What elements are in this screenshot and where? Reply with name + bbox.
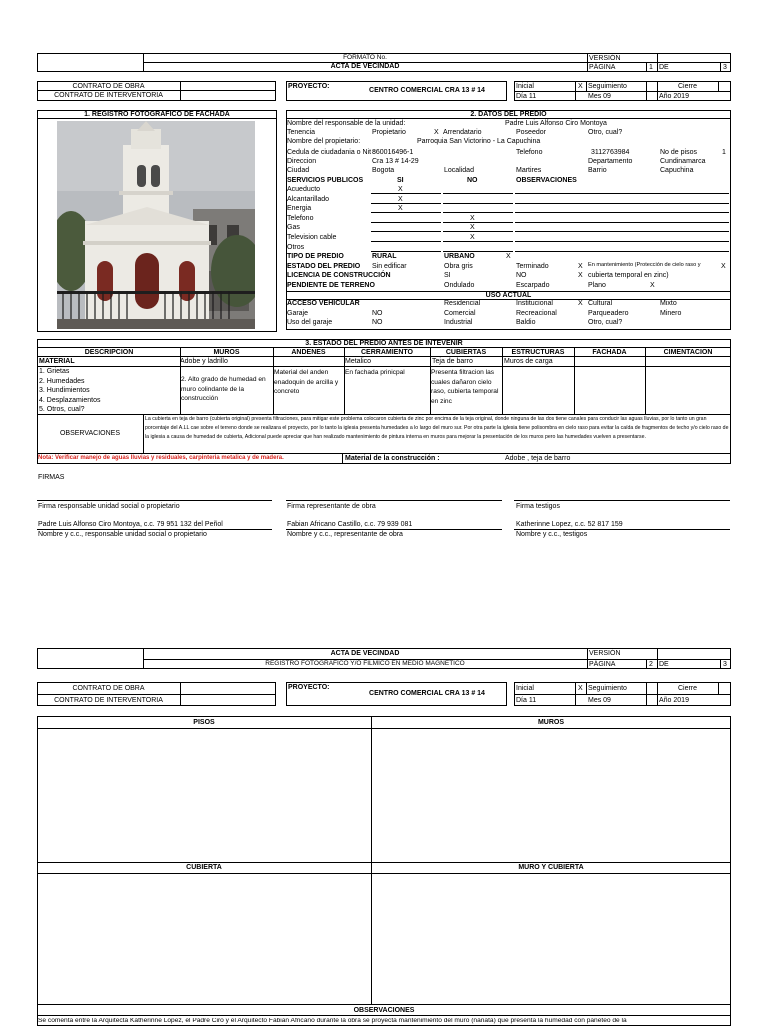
- predio-field: X: [470, 224, 475, 231]
- afectacion-item: 1. Grietas: [39, 368, 70, 375]
- predio-field: Industrial: [444, 319, 473, 326]
- predio-field: X: [398, 186, 403, 193]
- predio-field: Cedula de ciudadania o Nit :: [287, 149, 375, 156]
- predio-field: PENDIENTE DE TERRENO: [287, 282, 375, 289]
- predio-field: Obra gris: [444, 263, 473, 270]
- predio-field: Otro, cual?: [588, 319, 623, 326]
- predio-field: X: [578, 263, 583, 270]
- predio-field: X: [398, 196, 403, 203]
- p2-seguimiento: Seguimiento: [588, 685, 627, 692]
- predio-field: X: [398, 205, 403, 212]
- predio-field: Comercial: [444, 310, 476, 317]
- firma-propietario-label: Firma responsable unidad social o propietario: [38, 503, 180, 510]
- estado-column-header: CERRAMIENTO: [361, 349, 413, 356]
- mes-value: Mes 09: [588, 93, 611, 100]
- predio-field: Terminado: [516, 263, 549, 270]
- predio-field: Martires: [516, 167, 542, 174]
- predio-field: Otro, cual?: [588, 129, 623, 136]
- predio-field: NO: [467, 177, 478, 184]
- representante-role: Nombre y c.c., representante de obra: [287, 531, 403, 538]
- predio-field: Parroquia San Victorino - La Capuchina: [417, 138, 541, 145]
- predio-field: 1: [722, 149, 726, 156]
- predio-field: Plano: [588, 282, 606, 289]
- predio-field: No de pisos: [660, 149, 697, 156]
- predio-field: URBANO: [444, 253, 475, 260]
- predio-field: Institucional: [516, 300, 553, 307]
- predio-field: 3112763984: [591, 149, 630, 156]
- estado-column-header: FACHADA: [592, 349, 627, 356]
- predio-field: Nombre del propietario:: [287, 138, 361, 145]
- p2-de-label: DE: [659, 661, 669, 668]
- estado-column-header: CIMENTACION: [663, 349, 713, 356]
- predio-field: Cultural: [588, 300, 613, 307]
- firma-obra-label: Firma representante de obra: [287, 503, 376, 510]
- predio-field: ACCESO VEHICULAR: [287, 300, 360, 307]
- section-2-title: 2. DATOS DEL PREDIO: [470, 111, 547, 118]
- p2-inicial-mark: X: [578, 685, 583, 692]
- predio-field: LICENCIA DE CONSTRUCCIÓN: [287, 272, 391, 279]
- predio-field: ESTADO DEL PREDIO: [287, 263, 361, 270]
- predio-field: Ondulado: [444, 282, 475, 289]
- predio-field: Gas: [287, 224, 300, 231]
- muros-title: MUROS: [537, 719, 565, 726]
- p2-subtitle: REGISTRO FOTOGRAFICO Y/O FILMICO EN MEDIO MAGNETICO: [265, 660, 465, 667]
- predio-field: 860016496-1: [372, 149, 414, 156]
- document-title: ACTA DE VECINDAD: [330, 63, 400, 70]
- p2-title: ACTA DE VECINDAD: [330, 650, 400, 657]
- predio-field: Baldio: [516, 319, 536, 326]
- predio-field: Otros: [287, 244, 305, 251]
- page-number: 1: [649, 64, 653, 71]
- section-3-title: 3. ESTADO DEL PREDIO ANTES DE INTEVENIR: [305, 340, 463, 347]
- propietario-name: Padre Luis Alfonso Ciro Montoya, c.c. 79 951 132 del Peñol: [38, 521, 223, 528]
- page-label: PÁGINA: [589, 64, 616, 71]
- predio-field: Nombre del responsable de la unidad:: [287, 120, 406, 127]
- contrato-obra-label: CONTRATO DE OBRA: [72, 83, 145, 90]
- predio-field: Recreacional: [516, 310, 557, 317]
- predio-field: cubierta temporal en zinc): [588, 272, 669, 279]
- muro-cubierta-title: MURO Y CUBIERTA: [518, 864, 584, 871]
- predio-field: X: [434, 129, 439, 136]
- predio-field: Residencial: [444, 300, 481, 307]
- p2-contrato-interventoria: CONTRATO DE INTERVENTORIA: [54, 697, 163, 704]
- predio-field: Arrendatario: [443, 129, 482, 136]
- predio-field: Acueducto: [287, 186, 321, 193]
- predio-field: X: [578, 272, 583, 279]
- material-value: Adobe y ladrillo: [180, 358, 228, 365]
- predio-field: Mixto: [660, 300, 677, 307]
- predio-field: Bogota: [372, 167, 395, 174]
- predio-field: X: [470, 234, 475, 241]
- predio-field: Cra 13 # 14-29: [372, 158, 419, 165]
- predio-field: SI: [444, 272, 451, 279]
- p2-dia: Día 11: [516, 697, 537, 704]
- predio-field: Escarpado: [516, 282, 550, 289]
- predio-field: Cundinamarca: [660, 158, 706, 165]
- predio-field: NO: [516, 272, 527, 279]
- section-1-title: 1. REGISTRO FOTOGRAFICO DE FACHADA: [84, 111, 230, 118]
- predio-field: En mantenimiento (Protección de cielo raso y: [588, 262, 701, 268]
- p2-observaciones-text: Se comenta entre la Arquitecta Katherinne Lopez, el Padre Ciro y el Arquitecto Fabian Africano durante la obra se proyecta mantenimiento del muro (ñañata) que presenta la humedad con pañeteo de la: [38, 1018, 627, 1024]
- predio-field: X: [506, 253, 511, 260]
- predio-field: Barrio: [588, 167, 607, 174]
- predio-field: Television cable: [287, 234, 337, 241]
- predio-field: Ciudad: [287, 167, 310, 174]
- afectacion-item: 2. Humedades: [39, 377, 85, 385]
- material-value: Muros de carga: [504, 358, 553, 365]
- dia-value: Día 11: [516, 93, 537, 100]
- predio-field: Departamento: [588, 158, 633, 165]
- material-construccion-label: Material de la construcción :: [345, 455, 440, 462]
- predio-field: Poseedor: [516, 129, 546, 136]
- predio-field: Capuchina: [660, 167, 694, 174]
- p2-anio: Año 2019: [659, 697, 689, 704]
- testigo-role: Nombre y c.c., testigos: [516, 531, 588, 538]
- facade-photo: [57, 121, 255, 329]
- material-label: MATERIAL: [39, 358, 75, 365]
- predio-field: Energia: [287, 205, 312, 212]
- material-value: Teja de barro: [432, 358, 473, 365]
- uso-actual-title: USO ACTUAL: [485, 292, 532, 299]
- p2-project-label: PROYECTO:: [288, 684, 330, 691]
- firmas-title: FIRMAS: [38, 474, 65, 481]
- cubiertas-description: Presenta filtracion las cuales dañaron cielo raso, cubierta temporal en zinc: [431, 369, 499, 405]
- predio-field: TIPO DE PREDIO: [287, 253, 344, 260]
- p2-inicial: Inicial: [516, 685, 534, 692]
- formato-label: FORMATO No.: [343, 54, 387, 61]
- predio-field: Alcantarillado: [287, 196, 330, 203]
- estado-column-header: ANDENES: [291, 349, 326, 356]
- predio-field: Padre Luis Alfonso Ciro Montoya: [505, 120, 607, 127]
- predio-field: Telefono: [516, 149, 543, 156]
- afectacion-item: 5. Otros, cual?: [39, 406, 85, 413]
- predio-field: Localidad: [444, 167, 474, 174]
- propietario-role: Nombre y c.c., responsable unidad social o propietario: [38, 531, 207, 538]
- predio-field: Tenencia: [287, 129, 316, 136]
- estado-column-header: CUBIERTAS: [445, 349, 487, 356]
- project-label: PROYECTO:: [288, 83, 330, 90]
- cubierta-title: CUBIERTA: [186, 864, 222, 871]
- observaciones-label: OBSERVACIONES: [59, 430, 121, 437]
- predio-field: SI: [397, 177, 404, 184]
- nota-text: Nota: Verificar manejo de aguas lluvias y residuales, carpinteria metalica y de madera.: [38, 455, 284, 461]
- predio-field: Minero: [660, 310, 682, 317]
- inicial-mark: X: [578, 83, 583, 90]
- p2-observaciones-title: OBSERVACIONES: [353, 1007, 415, 1014]
- p2-contrato-obra: CONTRATO DE OBRA: [72, 685, 145, 692]
- p2-page-number: 2: [649, 661, 653, 668]
- predio-field: Telefono: [287, 215, 314, 222]
- predio-field: NO: [372, 310, 383, 317]
- firma-testigos-label: Firma testigos: [516, 503, 560, 510]
- muros-description: 2. Alto grado de humedad en muro colindante de la construcción: [181, 376, 266, 402]
- representante-name: Fabian Africano Castillo, c.c. 79 939 081: [287, 521, 413, 528]
- predio-field: X: [721, 263, 726, 270]
- page-total: 3: [723, 64, 727, 71]
- predio-field: Parqueadero: [588, 310, 629, 317]
- seguimiento-label: Seguimiento: [588, 83, 627, 90]
- predio-field: RURAL: [372, 253, 397, 260]
- afectacion-item: 4. Desplazamientos: [39, 396, 101, 404]
- p2-project-value: CENTRO COMERCIAL CRA 13 # 14: [369, 690, 485, 697]
- predio-field: OBSERVACIONES: [516, 177, 577, 184]
- p2-page-label: PÁGINA: [589, 661, 616, 668]
- de-label: DE: [659, 64, 669, 71]
- predio-field: NO: [372, 319, 383, 326]
- project-value: CENTRO COMERCIAL CRA 13 # 14: [369, 87, 485, 94]
- predio-field: Garaje: [287, 310, 309, 317]
- afectacion-item: 3. Hundimientos: [39, 387, 90, 394]
- predio-field: Sin edificar: [372, 263, 407, 270]
- estado-column-header: MUROS: [213, 349, 240, 356]
- estado-predio-section: [37, 339, 731, 464]
- testigo-name: Katherinne Lopez, c.c. 52 817 159: [516, 521, 623, 528]
- church-facade-image: [57, 121, 255, 329]
- predio-field: X: [578, 300, 583, 307]
- p2-mes: Mes 09: [588, 697, 611, 704]
- anio-value: Año 2019: [659, 93, 689, 100]
- pisos-title: PISOS: [193, 719, 215, 726]
- contrato-interventoria-label: CONTRATO DE INTERVENTORIA: [54, 92, 163, 99]
- p2-page-total: 3: [723, 661, 727, 668]
- estado-column-header: DESCRIPCION: [84, 349, 134, 356]
- predio-field: Uso del garaje: [287, 319, 333, 326]
- photo-grid: [37, 716, 731, 1026]
- material-construccion-value: Adobe , teja de barro: [505, 455, 571, 462]
- predio-field: SERVICIOS PUBLICOS: [287, 177, 364, 184]
- p2-cierre: Cierre: [677, 685, 698, 692]
- observaciones-text: La cubierta en teja de barro (cubierta original) presenta filtraciones, para mitigar este problema colocaron cubierta de zinc por encima de la teja original, donde ninguna de las dos tiene canales para conducir las aguas lluvias, por lo tanto un gran porcentaje del A.LL cae sobre el terreno donde se realizara el proyecto, por lo tanto la iglesia presenta humedades a lo largo del muro sur. Por otra parte la iglesia tiene polisombra en cielo raso para evitar la caída de fragmentos de techo y/o cielo raso de la iglesia a causa de humedad de cubierta, Adicional puede apreciar que han realizado mantenimiento de pintura interna en muros para mejorar la presentación de los muros pero las humedades vuelven a presentarse.: [145, 416, 729, 441]
- predio-field: X: [470, 215, 475, 222]
- andenes-description: Material del anden enadoquin de arcilla y concreto: [274, 369, 339, 395]
- predio-field: Direccion: [287, 158, 317, 165]
- estado-column-header: ESTRUCTURAS: [511, 349, 565, 356]
- material-value: Metalico: [345, 358, 372, 365]
- p2-version-label: VERSIÓN: [589, 650, 621, 657]
- predio-field: Propietario: [372, 129, 406, 136]
- cerramiento-description: En fachada prinicpal: [345, 369, 405, 376]
- predio-field: X: [650, 282, 655, 289]
- inicial-label: Inicial: [516, 83, 534, 90]
- cierre-label: Cierre: [677, 83, 698, 90]
- version-label: VERSIÓN: [589, 55, 621, 62]
